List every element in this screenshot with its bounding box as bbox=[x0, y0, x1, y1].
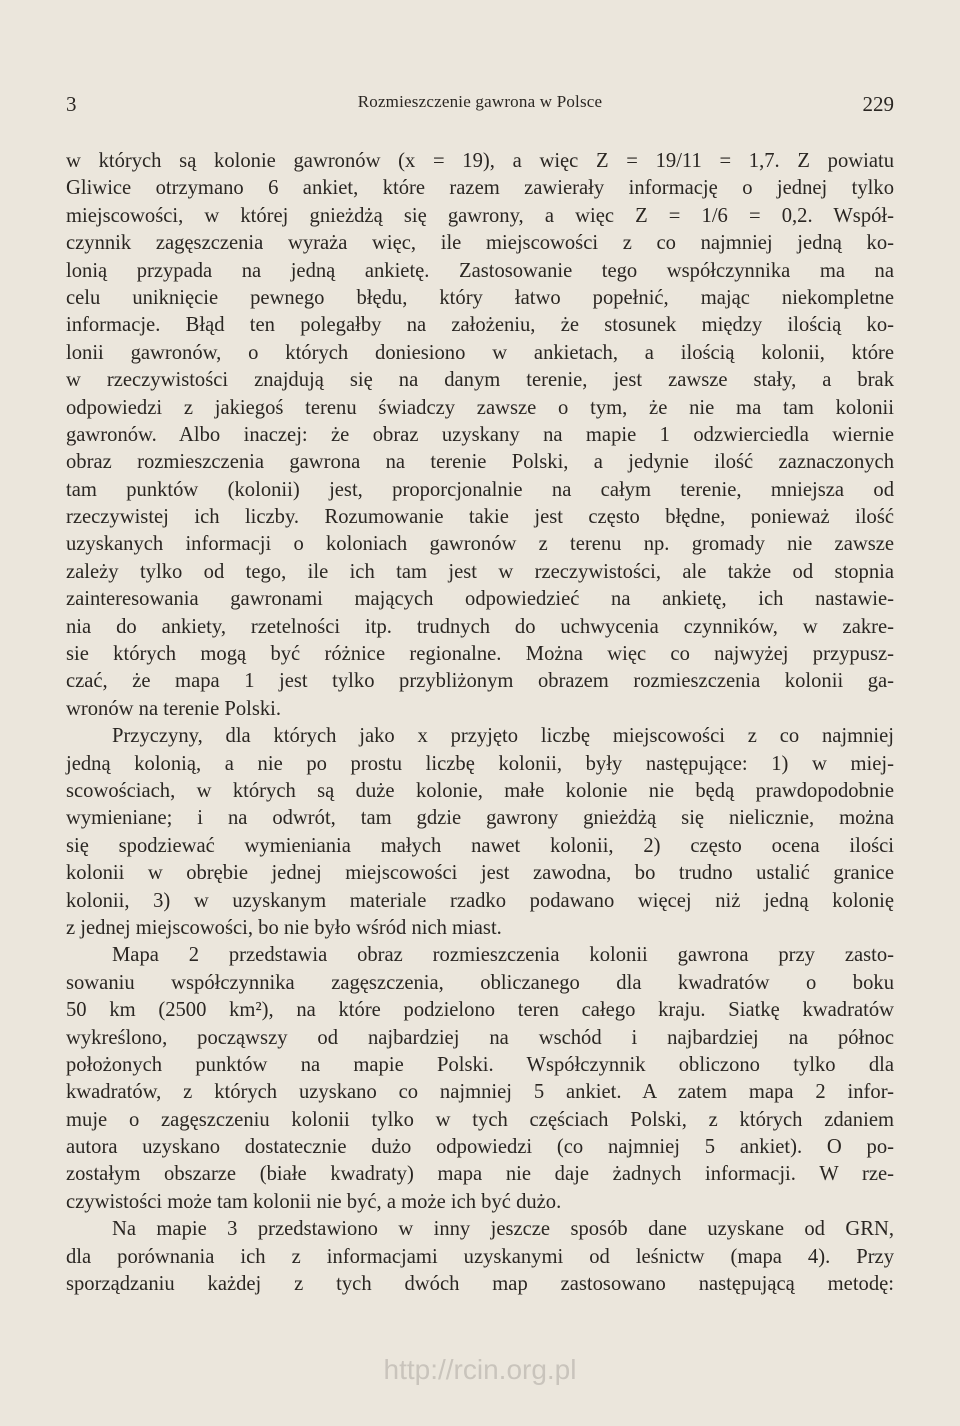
text-line: scowościach, w których są duże kolonie, małe kolonie nie będą prawdopodobnie bbox=[66, 779, 894, 802]
text-line: Na mapie 3 przedstawiono w inny jeszcze sposób dane uzyskane od GRN, bbox=[112, 1218, 894, 1241]
text-line: Mapa 2 przedstawia obraz rozmieszczenia kolonii gawrona przy zasto- bbox=[112, 944, 894, 967]
text-line: rzeczywistej ich liczby. Rozumowanie takie jest często błędne, ponieważ ilość bbox=[66, 506, 894, 529]
text-line: Gliwice otrzymano 6 ankiet, które razem zawierały informację o jednej tylko bbox=[66, 177, 894, 200]
text-line: kolonii w obrębie jednej miejscowości jest zawodna, bo trudno ustalić granice bbox=[66, 862, 894, 885]
text-line: uzyskanych informacji o koloniach gawronów z terenu np. gromady nie zawsze bbox=[66, 533, 894, 556]
source-watermark: http://rcin.org.pl bbox=[383, 1354, 577, 1385]
text-line: jedną kolonią, a nie po prostu liczbę kolonii, były następujące: 1) w miej- bbox=[66, 752, 894, 775]
page-number: 229 bbox=[862, 92, 894, 116]
text-line: sporządzaniu każdej z tych dwóch map zastosowano następującą metodę: bbox=[66, 1273, 894, 1296]
body-text bbox=[66, 148, 894, 1298]
text-line: wykreślono, począwszy od najbardziej na wschód i najbardziej na północ bbox=[66, 1026, 894, 1049]
text-line: kwadratów, z których uzyskano co najmniej 5 ankiet. A zatem mapa 2 infor- bbox=[66, 1081, 894, 1104]
header-left-number: 3 bbox=[66, 92, 77, 116]
text-line: nia do ankiety, rzetelności itp. trudnych do uchwycenia czynników, w zakre- bbox=[66, 615, 894, 638]
text-line: sie których mogą być różnice regionalne. Można więc co najwyżej przypusz- bbox=[66, 643, 894, 666]
text-line: w rzeczywistości znajdują się na danym terenie, jest zawsze stały, a brak bbox=[66, 369, 894, 392]
text-line: lonią przypada na jedną ankietę. Zastosowanie tego współczynnika ma na bbox=[66, 259, 894, 282]
text-line: celu uniknięcie pewnego błędu, który łatwo popełnić, mając niekompletne bbox=[66, 286, 894, 309]
text-line: zostałym obszarze (białe kwadraty) mapa nie daje żadnych informacji. W rze- bbox=[66, 1163, 894, 1186]
text-line: wymieniane; i na odwrót, tam gdzie gawrony gnieżdżą się nielicznie, można bbox=[66, 807, 894, 830]
text-line: czać, że mapa 1 jest tylko przybliżonym obrazem rozmieszczenia kolonii ga- bbox=[66, 670, 894, 693]
text-line: zależy tylko od tego, ile ich tam jest w rzeczywistości, ale także od stopnia bbox=[66, 560, 894, 583]
text-line: czywistości może tam kolonii nie być, a może ich być dużo. bbox=[66, 1190, 562, 1213]
text-line: w których są kolonie gawronów (x = 19), a więc Z = 19/11 = 1,7. Z powiatu bbox=[66, 150, 894, 172]
text-line: miejscowości, w której gnieżdżą się gawrony, a więc Z = 1/6 = 0,2. Współ- bbox=[66, 204, 894, 227]
text-line: sowaniu współczynnika zagęszczenia, obliczanego dla kwadratów o boku bbox=[66, 971, 894, 994]
page-header bbox=[66, 92, 894, 122]
text-line: obraz rozmieszczenia gawrona na terenie Polski, a jedynie ilość zaznaczonych bbox=[66, 451, 894, 474]
text-line: 50 km (2500 km²), na które podzielono teren całego kraju. Siatkę kwadratów bbox=[66, 999, 894, 1022]
text-line: Przyczyny, dla których jako x przyjęto liczbę miejscowości z co najmniej bbox=[112, 725, 894, 748]
text-line: zainteresowania gawronami mających odpowiedzieć na ankietę, ich nastawie- bbox=[66, 588, 894, 611]
text-line: gawronów. Albo inaczej: że obraz uzyskany na mapie 1 odzwierciedla wiernie bbox=[66, 423, 894, 446]
text-line: muje o zagęszczeniu kolonii tylko w tych częściach Polski, z których zdaniem bbox=[66, 1108, 894, 1131]
text-line: odpowiedzi z jakiegoś terenu świadczy zawsze o tym, że nie ma tam kolonii bbox=[66, 396, 894, 419]
text-line: informacje. Błąd ten polegałby na założeniu, że stosunek między ilością ko- bbox=[66, 314, 894, 337]
text-line: lonii gawronów, o których doniesiono w ankietach, a ilością kolonii, które bbox=[66, 341, 894, 364]
text-line: autora uzyskano dostatecznie dużo odpowiedzi (co najmniej 5 ankiet). O po- bbox=[66, 1136, 894, 1159]
text-line: się spodziewać wymieniania małych nawet kolonii, 2) często ocena ilości bbox=[66, 834, 894, 857]
text-line: wronów na terenie Polski. bbox=[66, 697, 282, 720]
text-line: dla porównania ich z informacjami uzyskanymi od leśnictw (mapa 4). Przy bbox=[66, 1245, 894, 1268]
running-title: Rozmieszczenie gawrona w Polsce bbox=[357, 92, 603, 111]
text-line: położonych punktów na mapie Polski. Współczynnik obliczono tylko dla bbox=[66, 1053, 894, 1076]
text-line: kolonii, 3) w uzyskanym materiale rzadko podawano więcej niż jedną kolonię bbox=[66, 889, 894, 912]
text-line: tam punktów (kolonii) jest, proporcjonalnie na całym terenie, mniejsza od bbox=[66, 478, 894, 501]
text-line: z jednej miejscowości, bo nie było wśród nich miast. bbox=[66, 916, 502, 939]
text-line: czynnik zagęszczenia wyraża więc, ile miejscowości z co najmniej jedną ko- bbox=[66, 232, 894, 255]
